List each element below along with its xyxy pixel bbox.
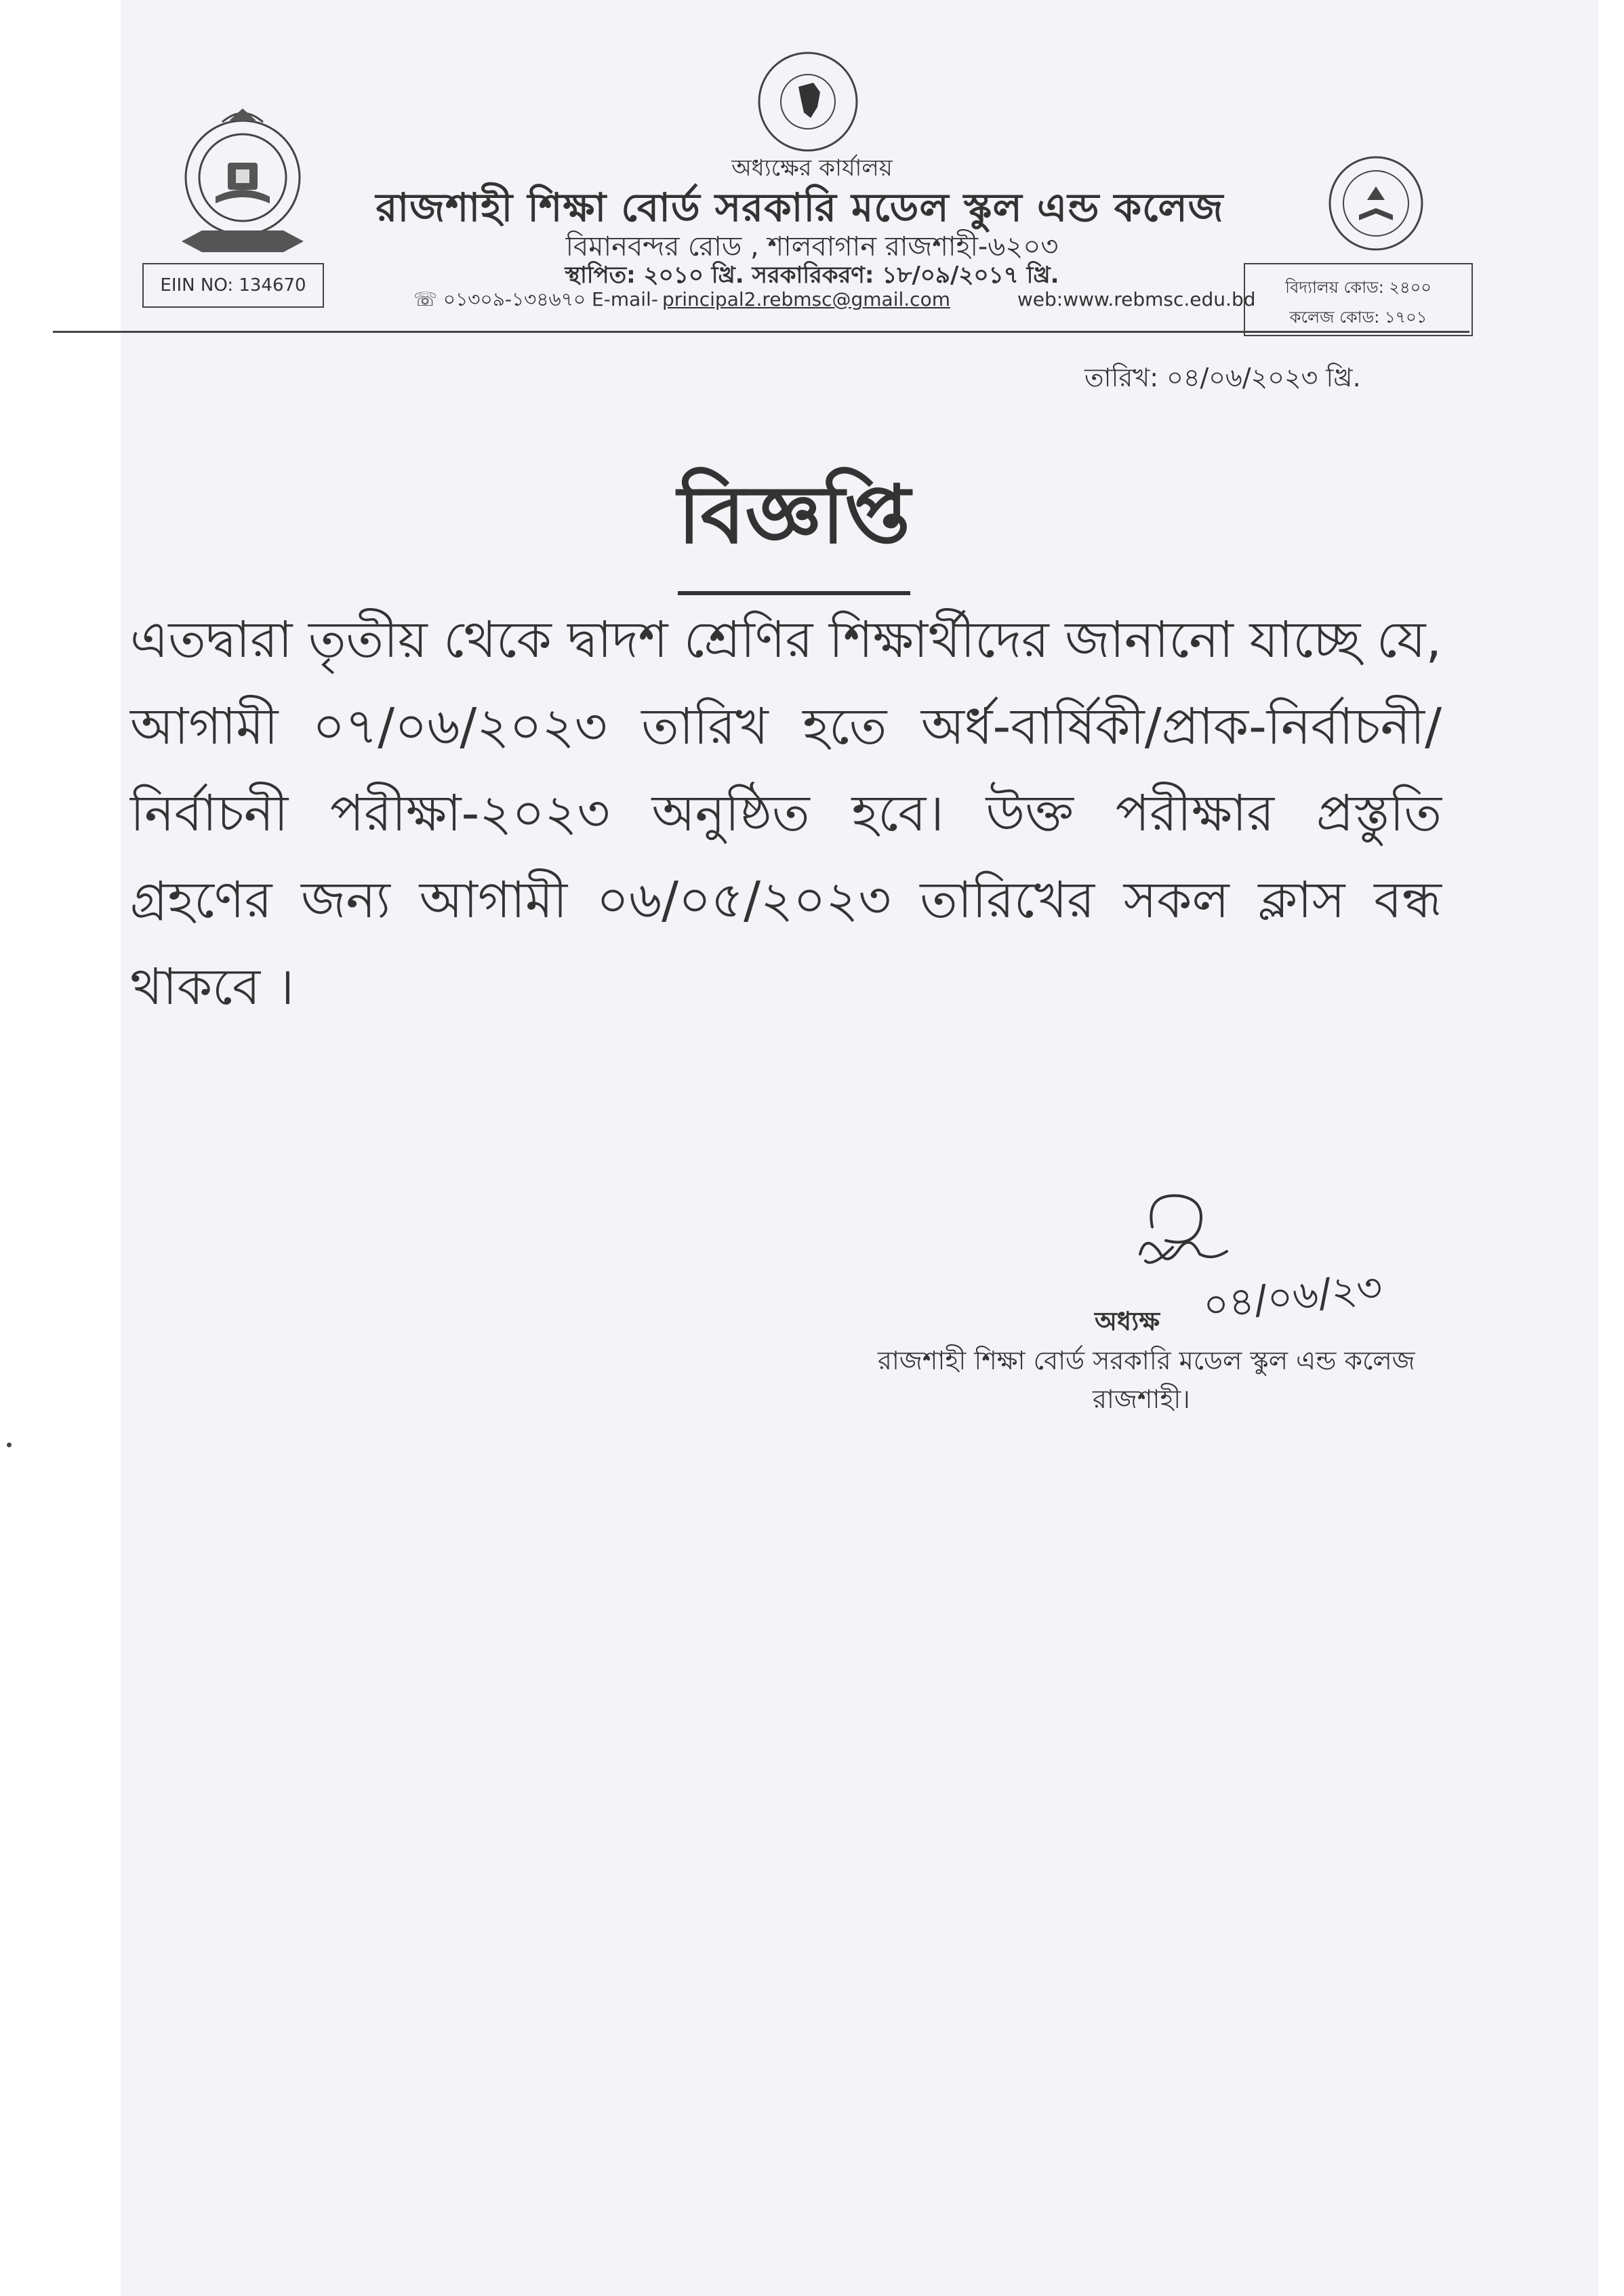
school-code: বিদ্যালয় কোড: ২৪০০ [1285,278,1432,297]
contact-row [413,285,1256,317]
page-left-margin [0,0,121,2296]
government-seal-logo [754,47,862,156]
signatory-city: রাজশাহী। [1093,1384,1190,1414]
college-code: কলেজ কোড: ১৭০১ [1289,308,1427,327]
document-sheet [121,0,1598,2296]
stray-mark [7,1443,12,1447]
notice-date: তারিখ: ০৪/০৬/২০২৩ খ্রি. [1084,363,1361,392]
header-divider [53,331,1469,333]
eiin-number: EIIN NO: 134670 [160,275,306,296]
eiin-box [142,263,324,308]
website-link[interactable]: web:www.rebmsc.edu.bd [1017,288,1256,310]
phone-number: ☏ ০১৩০৯-১৩৪৬৭০ [413,288,586,310]
institution-code-box [1244,263,1473,336]
email-link[interactable]: principal2.rebmsc@gmail.com [662,288,950,310]
school-address: বিমানবন্দর রোড , শালবাগান রাজশাহী-৬২০৩ [565,231,1059,262]
office-label: অধ্যক্ষের কার্যালয় [731,155,893,182]
established-info: স্থাপিত: ২০১০ খ্রি. সরকারিকরণ: ১৮/০৯/২০১৭ খ্রি. [565,262,1059,289]
notice-body: এতদ্বারা তৃতীয় থেকে দ্বাদশ শ্রেণির শিক্ষার্থীদের জানানো যাচ্ছে যে, আগামী ০৭/০৬/২০২৩ তারিখ হতে অর্ধ-বার্ষিকী/প্রাক-নির্বাচনী/ নির্বাচনী পরীক্ষা-২০২৩ অনুষ্ঠিত হবে। উক্ত পরীক্ষার প্রস্তুতি গ্রহণের জন্য আগামী ০৬/০৫/২০২৩ তারিখের সকল ক্লাস বন্ধ থাকবে । [130,611,1442,1016]
handwritten-date: ০৪/০৬/২৩ [1200,1264,1385,1329]
page-right-margin [1598,0,1624,2296]
signatory-organization: রাজশাহী শিক্ষা বোর্ড সরকারি মডেল স্কুল এন্ড কলেজ [878,1346,1415,1375]
email-label: E-mail- [592,288,658,310]
notice-title: বিজ্ঞপ্তি [678,453,910,595]
school-name: রাজশাহী শিক্ষা বোর্ড সরকারি মডেল স্কুল এন্ড কলেজ [375,184,1224,230]
signatory-title: অধ্যক্ষ [1095,1306,1160,1336]
